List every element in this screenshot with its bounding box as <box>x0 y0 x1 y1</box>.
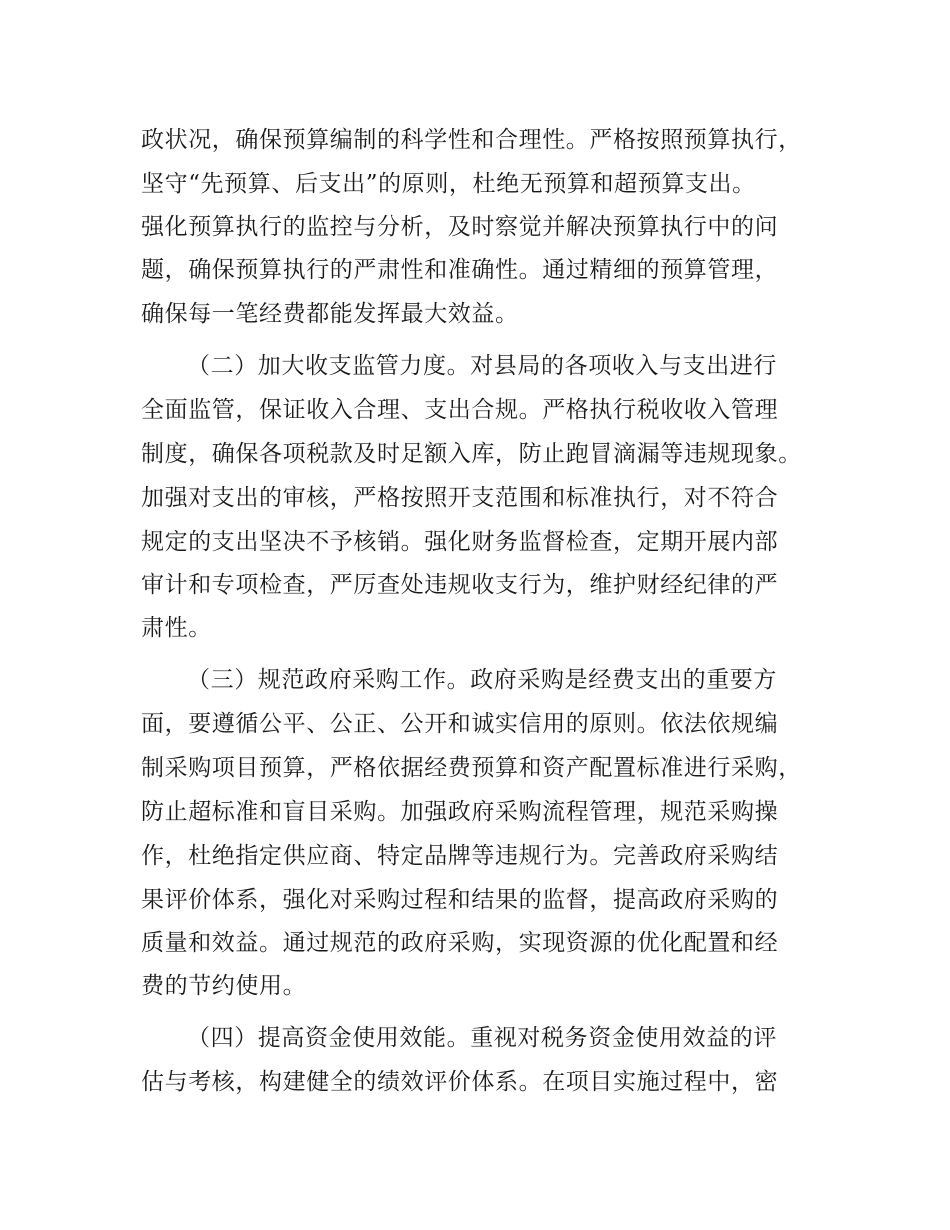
paragraph-heading-3: （三）规范政府采购工作。政府采购是经费支出的重要方 <box>187 667 777 693</box>
text-line: 规定的支出坚决不予核销。强化财务监督检查，定期开展内部 <box>141 529 779 555</box>
text-line: 质量和效益。通过规范的政府采购，实现资源的优化配置和经 <box>141 930 779 956</box>
paragraph-heading-4: （四）提高资金使用效能。重视对税务资金使用效益的评 <box>187 1025 777 1051</box>
text-line: 制度，确保各项税款及时足额入库，防止跑冒滴漏等违规现象。 <box>141 441 802 467</box>
text-line: 面，要遵循公平、公正、公开和诚实信用的原则。依法依规编 <box>141 711 779 737</box>
text-line: 估与考核，构建健全的绩效评价体系。在项目实施过程中，密 <box>141 1069 779 1095</box>
text-line: 加强对支出的审核，严格按照开支范围和标准执行，对不符合 <box>141 485 779 511</box>
text-line: 肃性。 <box>141 615 212 641</box>
text-line: 作，杜绝指定供应商、特定品牌等违规行为。完善政府采购结 <box>141 843 779 869</box>
text-line: 审计和专项检查，严厉查处违规收支行为，维护财经纪律的严 <box>141 572 779 598</box>
text-line: 确保每一笔经费都能发挥最大效益。 <box>141 301 519 327</box>
text-line: 防止超标准和盲目采购。加强政府采购流程管理，规范采购操 <box>141 799 779 825</box>
paragraph-heading-2: （二）加大收支监管力度。对县局的各项收入与支出进行 <box>187 353 777 379</box>
text-line: 强化预算执行的监控与分析，及时察觉并解决预算执行中的问 <box>141 214 779 240</box>
text-line: 坚守“先预算、后支出”的原则，杜绝无预算和超预算支出。 <box>141 171 756 197</box>
text-line: 全面监管，保证收入合理、支出合规。严格执行税收收入管理 <box>141 397 779 423</box>
text-line: 费的节约使用。 <box>141 973 307 999</box>
text-line: 题，确保预算执行的严肃性和准确性。通过精细的预算管理， <box>141 257 779 283</box>
text-line: 制采购项目预算，严格依据经费预算和资产配置标准进行采购， <box>141 755 802 781</box>
text-line: 果评价体系，强化对采购过程和结果的监督，提高政府采购的 <box>141 887 779 913</box>
text-line: 政状况，确保预算编制的科学性和合理性。严格按照预算执行， <box>141 127 802 153</box>
